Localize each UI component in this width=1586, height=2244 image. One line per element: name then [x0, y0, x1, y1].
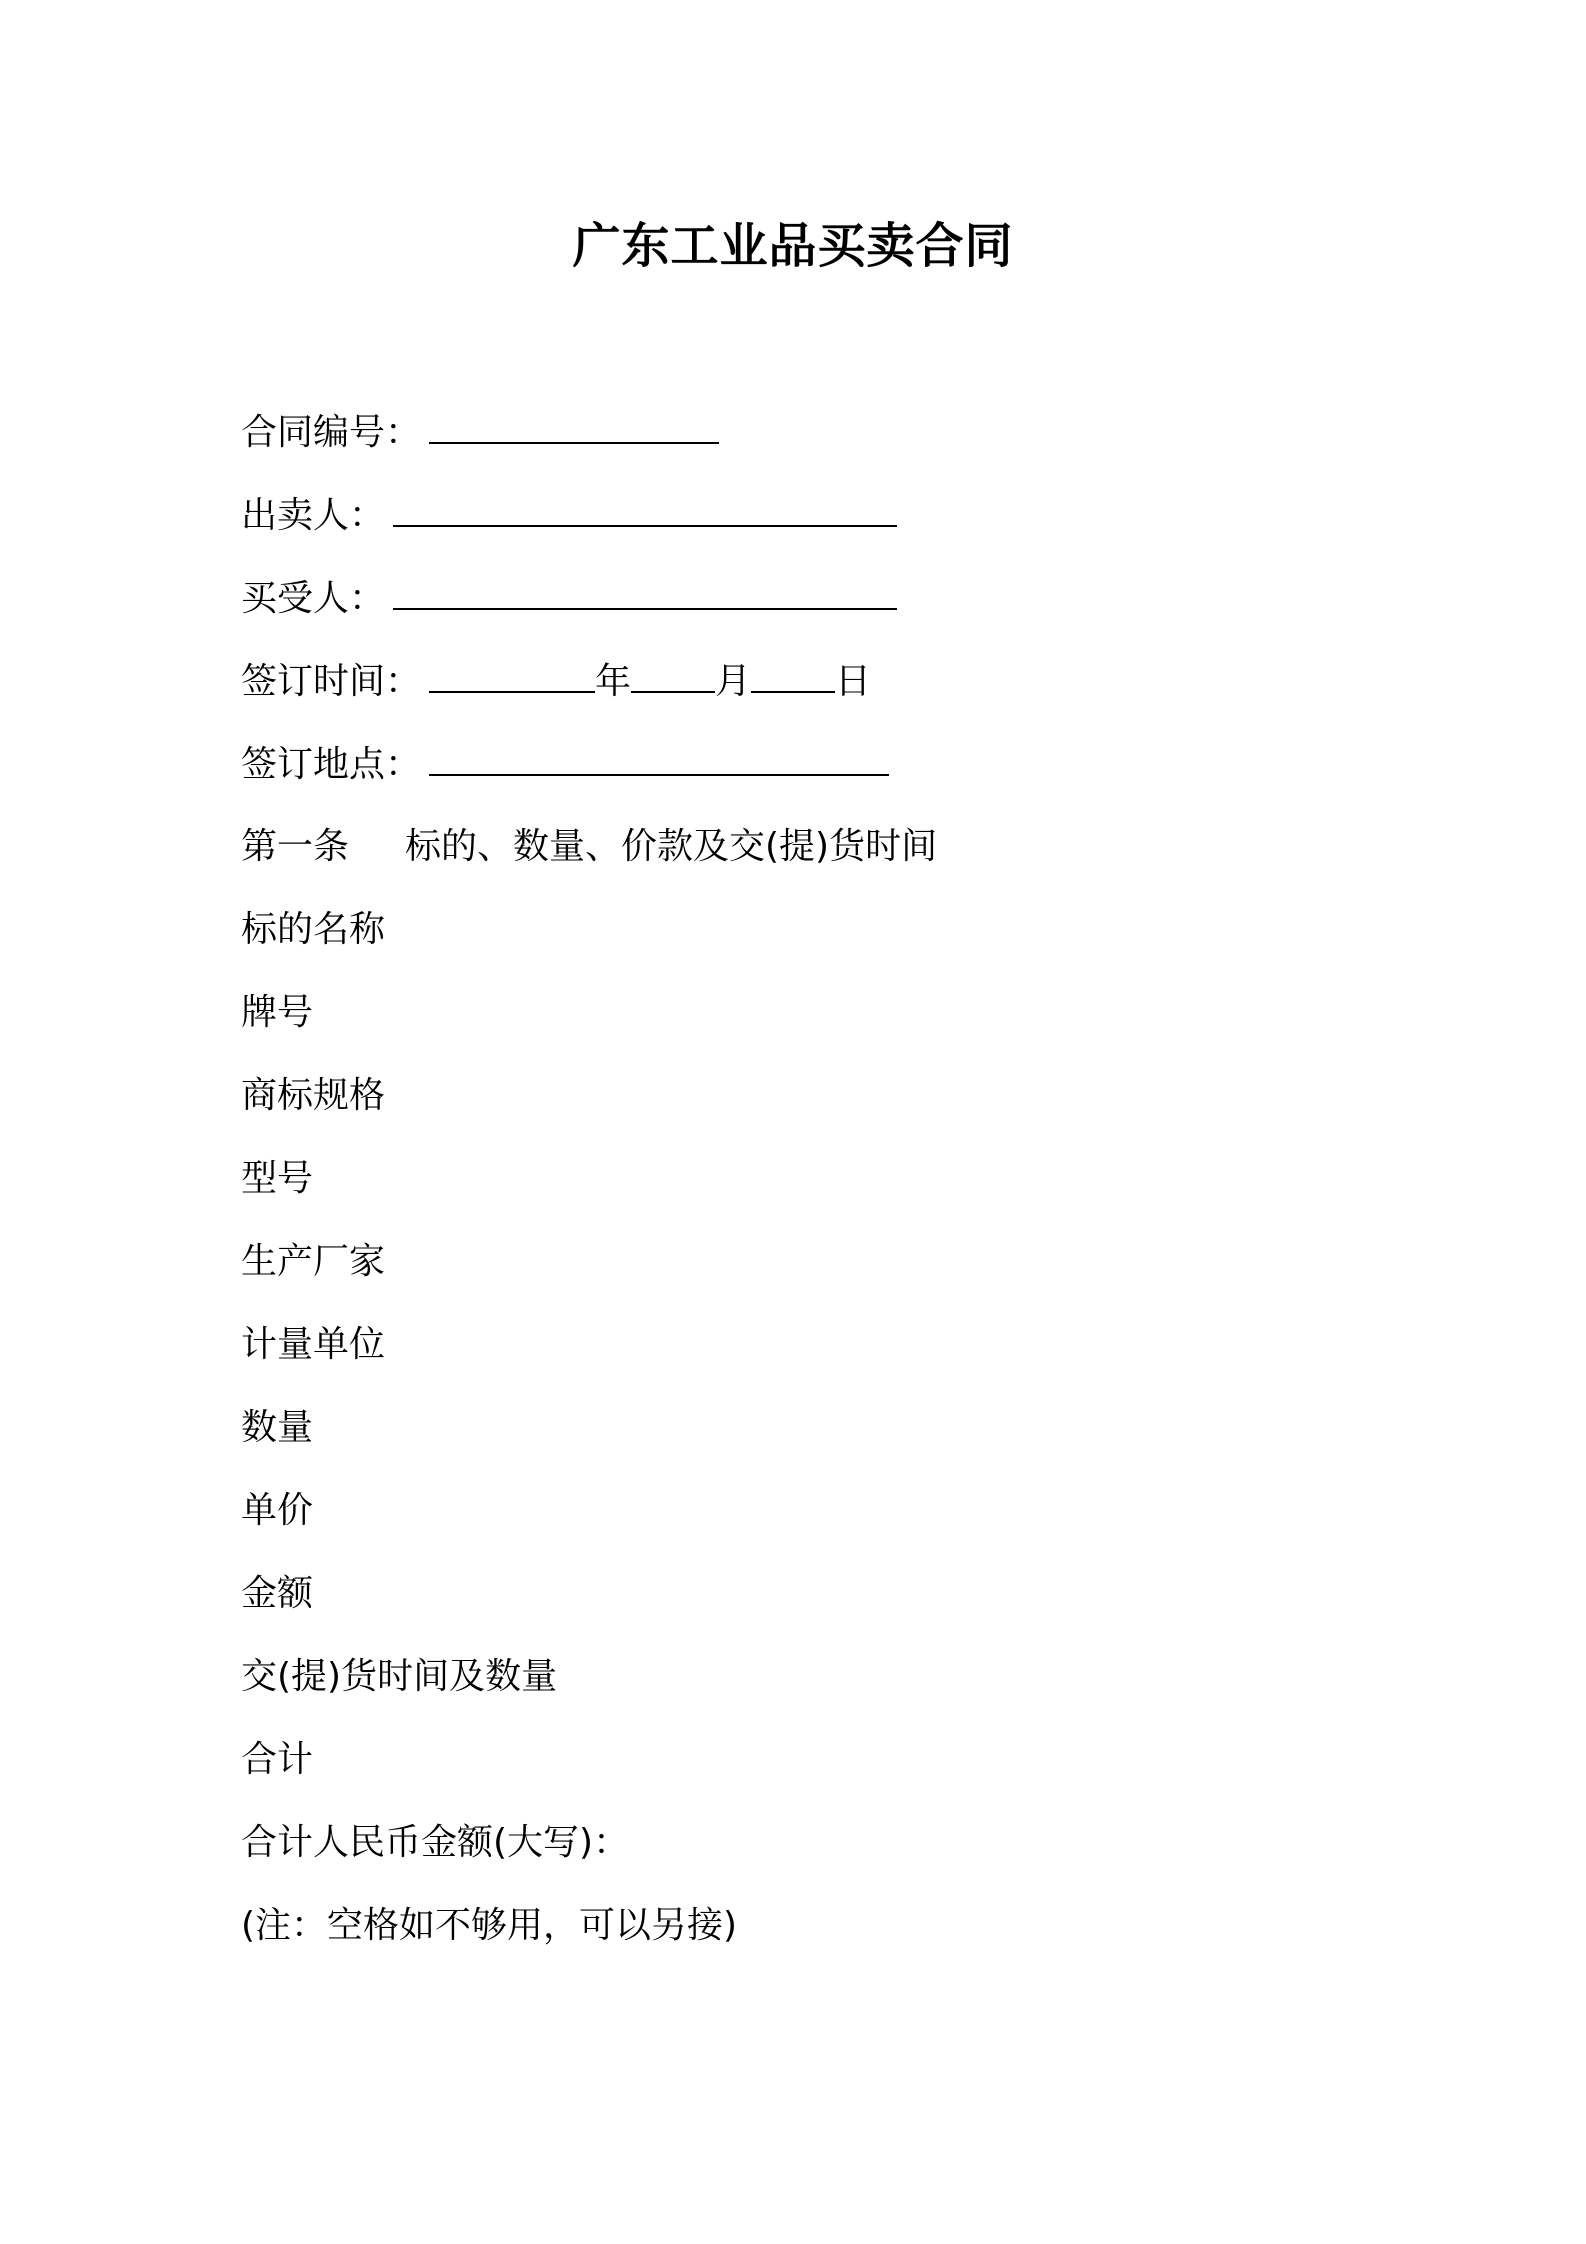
sign-place-blank[interactable] [429, 740, 889, 776]
item-delivery-time-qty: 交(提)货时间及数量 [241, 1656, 558, 1697]
sign-year-blank[interactable] [429, 657, 595, 693]
item-amount: 金额 [241, 1573, 314, 1614]
sign-place-label: 签订地点： [241, 744, 422, 785]
item-unit: 计量单位 [241, 1324, 386, 1365]
buyer-blank[interactable] [393, 574, 897, 610]
article-1-number: 第一条 [241, 826, 350, 867]
article-1-heading [241, 823, 937, 871]
seller-blank[interactable] [393, 491, 897, 527]
seller-label: 出卖人： [241, 495, 386, 536]
item-total: 合计 [241, 1739, 314, 1780]
sign-time-line [241, 657, 871, 706]
buyer-label: 买受人： [241, 578, 386, 619]
day-label: 日 [835, 661, 872, 702]
buyer-line [241, 574, 897, 623]
contract-number-label: 合同编号： [241, 412, 422, 453]
article-1-title: 标的、数量、价款及交(提)货时间 [405, 826, 938, 867]
item-quantity: 数量 [241, 1407, 314, 1448]
sign-month-blank[interactable] [631, 657, 715, 693]
item-total-rmb-words: 合计人民币金额(大写)： [241, 1822, 630, 1863]
year-label: 年 [595, 661, 632, 702]
seller-line [241, 491, 897, 540]
contract-number-blank[interactable] [429, 408, 719, 444]
item-unit-price: 单价 [241, 1490, 314, 1531]
contract-number-line [241, 408, 719, 457]
item-brand-no: 牌号 [241, 992, 314, 1033]
document-title: 广东工业品买卖合同 [572, 218, 1014, 274]
item-model: 型号 [241, 1158, 314, 1199]
sign-place-line [241, 740, 889, 789]
item-manufacturer: 生产厂家 [241, 1241, 386, 1282]
item-trademark-spec: 商标规格 [241, 1075, 386, 1116]
item-subject-name: 标的名称 [241, 909, 386, 950]
sign-day-blank[interactable] [751, 657, 835, 693]
note-extra-space: (注：空格如不够用，可以另接) [241, 1905, 738, 1946]
sign-time-label: 签订时间： [241, 661, 422, 702]
month-label: 月 [715, 661, 752, 702]
